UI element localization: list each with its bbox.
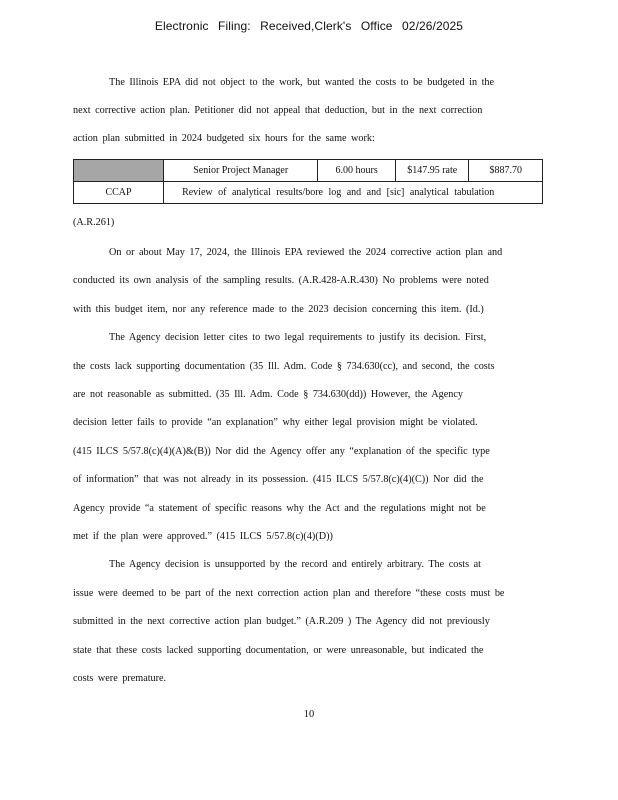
- table-cell-total: $887.70: [469, 160, 543, 182]
- body-line: Agency provide “a statement of specific reasons why the Act and the regulations might not be: [73, 502, 486, 514]
- body-line: costs were premature.: [73, 673, 167, 685]
- table-cell-rate: $147.95 rate: [395, 160, 469, 182]
- intro-line: action plan submitted in 2024 budgeted six hours for the same work:: [73, 133, 375, 144]
- intro-paragraph: [73, 69, 545, 153]
- table-cell-role: Senior Project Manager: [164, 160, 318, 182]
- body-line: submitted in the next corrective action plan budget.” (A.R.209 ) The Agency did not previously: [73, 616, 490, 628]
- table-row: [74, 160, 543, 182]
- body-line: decision letter fails to provide “an explanation” why either legal provision might be violated.: [73, 417, 478, 429]
- table-cell-hours: 6.00 hours: [318, 160, 396, 182]
- body-paragraphs: [73, 239, 545, 694]
- table-cell-description: Review of analytical results/bore log and and [sic] analytical tabulation: [164, 182, 543, 204]
- body-line: On or about May 17, 2024, the Illinois EPA reviewed the 2024 corrective action plan and: [109, 247, 503, 258]
- body-line: are not reasonable as submitted. (35 Ill. Adm. Code § 734.630(dd)) However, the Agency: [73, 389, 463, 401]
- body-line: with this budget item, nor any reference made to the 2023 decision concerning this item. (Id.): [73, 303, 484, 315]
- body-line: The Agency decision is unsupported by the record and entirely arbitrary. The costs at: [109, 559, 481, 571]
- table-cell-label: CCAP: [74, 182, 164, 204]
- body-line: conducted its own analysis of the sampling results. (A.R.428-A.R.430) No problems were noted: [73, 275, 489, 287]
- body-line: (415 ILCS 5/57.8(c)(4)(A)&(B)) Nor did the Agency offer any “explanation of the specific type: [73, 445, 490, 457]
- record-citation: (A.R.261): [73, 217, 115, 228]
- intro-line: The Illinois EPA did not object to the work, but wanted the costs to be budgeted in the: [109, 77, 495, 88]
- filing-header: Electronic Filing: Received,Clerk's Office 02/26/2025: [154, 19, 464, 33]
- body-line: issue were deemed to be part of the next correction action plan and therefore “these costs must be: [73, 587, 505, 599]
- body-line: the costs lack supporting documentation (35 Ill. Adm. Code § 734.630(cc), and second, the costs: [73, 360, 495, 372]
- budget-table: [73, 159, 543, 204]
- intro-line: next corrective action plan. Petitioner did not appeal that deduction, but in the next correction: [73, 105, 483, 116]
- body-line: met if the plan were approved.” (415 ILCS 5/57.8(c)(4)(D)): [73, 531, 333, 543]
- body-line: state that these costs lacked supporting documentation, or were unreasonable, but indicated the: [73, 644, 484, 656]
- table-row: [74, 182, 543, 204]
- body-line: The Agency decision letter cites to two legal requirements to justify its decision. First,: [109, 332, 487, 344]
- page-number: 10: [303, 709, 315, 720]
- table-cell-shaded: [74, 160, 164, 182]
- body-line: of information” that was not already in its possession. (415 ILCS 5/57.8(c)(4)(C)) Nor did the: [73, 474, 484, 486]
